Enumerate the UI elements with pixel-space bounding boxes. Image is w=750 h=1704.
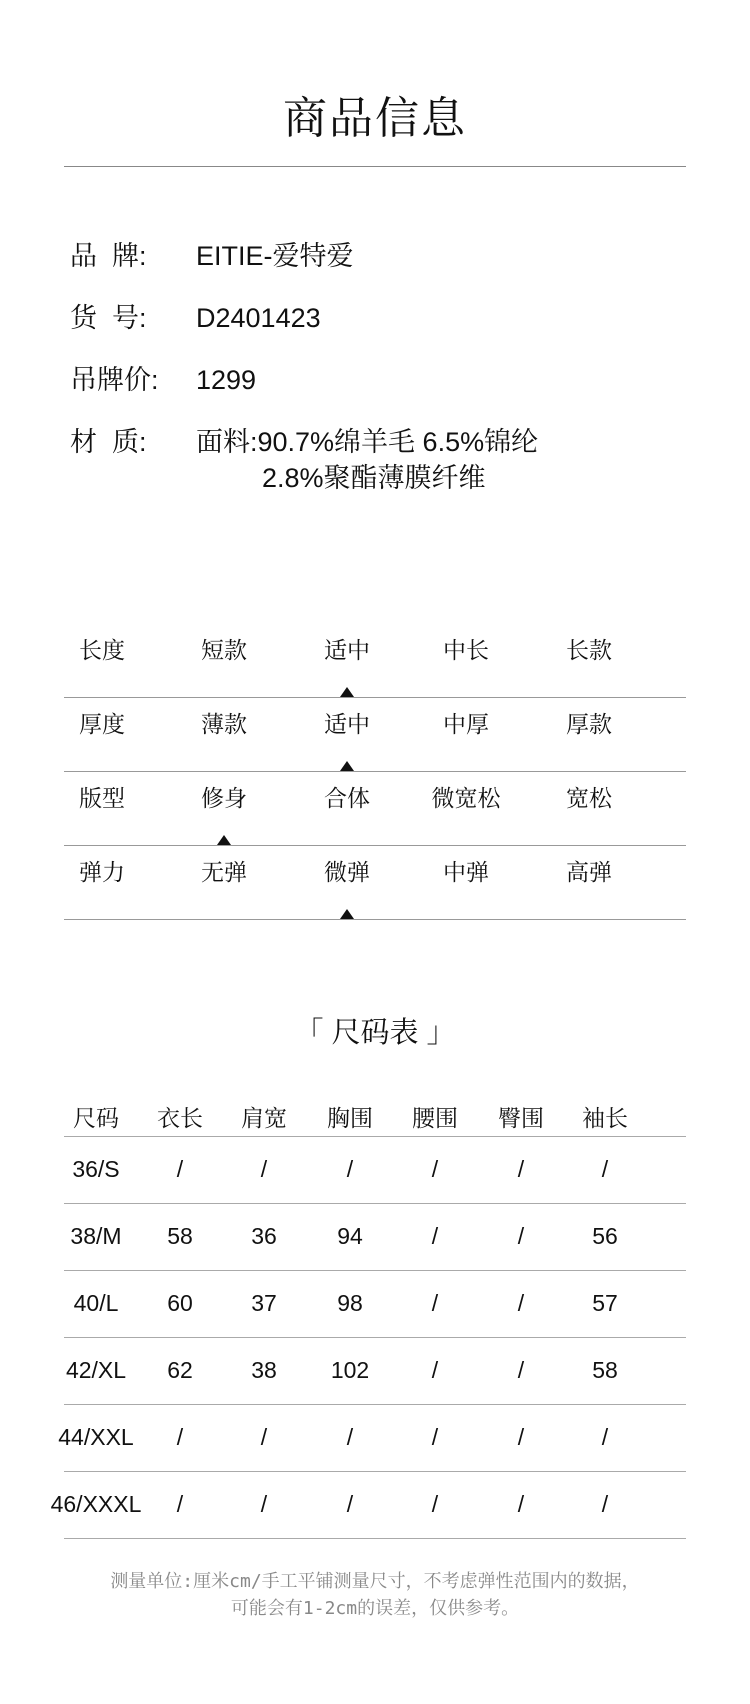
table-cell: 46/XXXL xyxy=(50,1491,142,1517)
table-cell: 60 xyxy=(167,1290,193,1316)
attribute-option: 无弹 xyxy=(201,859,247,885)
attribute-name: 版型 xyxy=(79,785,125,811)
table-cell: / xyxy=(346,1491,354,1517)
table-cell: / xyxy=(517,1424,525,1450)
table-cell: 58 xyxy=(167,1223,193,1249)
attribute-option: 中长 xyxy=(443,637,489,663)
selected-marker-icon xyxy=(340,761,354,771)
tag-price-label: 吊牌价: xyxy=(70,365,159,395)
table-cell: 40/L xyxy=(73,1290,119,1316)
column-header: 肩宽 xyxy=(241,1105,287,1131)
table-cell: / xyxy=(431,1223,439,1249)
table-cell: / xyxy=(431,1156,439,1182)
table-row xyxy=(50,1471,686,1539)
table-cell: / xyxy=(431,1424,439,1450)
tag-price-value: 1299 xyxy=(196,365,257,395)
product-info xyxy=(70,238,690,522)
attribute-option: 厚款 xyxy=(566,711,612,737)
table-row xyxy=(64,1136,686,1203)
table-cell: / xyxy=(176,1491,184,1517)
table-row xyxy=(64,1203,686,1270)
selected-marker-icon xyxy=(340,909,354,919)
table-cell: 58 xyxy=(592,1357,618,1383)
table-row xyxy=(64,1337,686,1404)
column-header: 尺码 xyxy=(73,1105,119,1131)
table-cell: 102 xyxy=(330,1357,370,1383)
note-line-2: 可能会有1-2cm的误差，仅供参考。 xyxy=(230,1598,520,1619)
info-row-tag-price xyxy=(70,362,690,398)
table-cell: 44/XXL xyxy=(58,1424,134,1450)
table-cell: 42/XL xyxy=(65,1357,127,1383)
column-header: 胸围 xyxy=(327,1105,373,1131)
table-cell: / xyxy=(601,1156,609,1182)
note-line-1: 测量单位:厘米cm/手工平铺测量尺寸，不考虑弹性范围内的数据， xyxy=(110,1571,640,1592)
table-cell: / xyxy=(601,1424,609,1450)
attribute-option: 短款 xyxy=(201,637,247,663)
table-cell: / xyxy=(176,1156,184,1182)
table-cell: / xyxy=(517,1223,525,1249)
item-number-value: D2401423 xyxy=(196,303,321,333)
table-cell: / xyxy=(517,1156,525,1182)
size-chart-title: 「 尺码表 」 xyxy=(294,1017,456,1049)
attribute-row xyxy=(64,773,686,846)
attribute-option: 适中 xyxy=(324,637,370,663)
attribute-option: 长款 xyxy=(566,637,612,663)
selected-marker-icon xyxy=(217,835,231,845)
table-cell: / xyxy=(517,1357,525,1383)
column-header: 臀围 xyxy=(498,1105,544,1131)
info-row-brand xyxy=(70,238,690,274)
table-cell: 37 xyxy=(251,1290,277,1316)
column-header: 腰围 xyxy=(412,1105,458,1131)
table-cell: / xyxy=(517,1290,525,1316)
table-row xyxy=(64,1270,686,1337)
attribute-option: 中弹 xyxy=(443,859,489,885)
selected-marker-icon xyxy=(340,687,354,697)
table-cell: 57 xyxy=(592,1290,618,1316)
title-divider xyxy=(64,166,686,167)
table-cell: / xyxy=(260,1156,268,1182)
attribute-row xyxy=(64,699,686,772)
table-cell: / xyxy=(431,1491,439,1517)
size-chart-header xyxy=(64,1098,686,1136)
brand-label: 品 牌: xyxy=(70,241,147,271)
attribute-row xyxy=(64,625,686,698)
table-cell: / xyxy=(431,1357,439,1383)
attribute-name: 厚度 xyxy=(79,711,125,737)
attribute-option: 高弹 xyxy=(566,859,612,885)
brand-value: EITIE-爱特爱 xyxy=(196,241,354,271)
table-cell: / xyxy=(346,1424,354,1450)
table-cell: 38 xyxy=(251,1357,277,1383)
column-header: 衣长 xyxy=(157,1105,203,1131)
attribute-scales xyxy=(64,625,686,921)
table-cell: / xyxy=(176,1424,184,1450)
attribute-name: 弹力 xyxy=(79,859,125,885)
attribute-option: 中厚 xyxy=(443,711,489,737)
info-row-item-number xyxy=(70,300,690,336)
attribute-option: 适中 xyxy=(324,711,370,737)
material-value-line1: 面料:90.7%绵羊毛 6.5%锦纶 xyxy=(196,427,539,457)
attribute-option: 微弹 xyxy=(324,859,370,885)
table-cell: / xyxy=(346,1156,354,1182)
table-cell: 62 xyxy=(167,1357,193,1383)
material-label: 材 质: xyxy=(70,427,147,457)
table-cell: 94 xyxy=(337,1223,363,1249)
table-cell: / xyxy=(517,1491,525,1517)
table-cell: / xyxy=(260,1491,268,1517)
measurement-note xyxy=(0,1568,750,1622)
size-chart-table xyxy=(50,1098,686,1539)
material-value xyxy=(196,424,690,496)
column-header: 袖长 xyxy=(582,1105,628,1131)
material-value-line2: 2.8%聚酯薄膜纤维 xyxy=(262,463,486,493)
table-cell: / xyxy=(260,1424,268,1450)
attribute-row xyxy=(64,847,686,920)
attribute-option: 修身 xyxy=(201,785,247,811)
table-cell: / xyxy=(601,1491,609,1517)
page-title: 商品信息 xyxy=(283,94,467,143)
table-row xyxy=(58,1404,686,1471)
attribute-option: 宽松 xyxy=(566,785,612,811)
table-cell: 56 xyxy=(592,1223,618,1249)
table-cell: 36/S xyxy=(72,1156,120,1182)
attribute-option: 薄款 xyxy=(201,711,247,737)
info-row-material xyxy=(70,424,690,496)
table-cell: 36 xyxy=(251,1223,277,1249)
attribute-name: 长度 xyxy=(79,637,125,663)
table-cell: / xyxy=(431,1290,439,1316)
table-cell: 98 xyxy=(337,1290,363,1316)
attribute-option: 微宽松 xyxy=(431,785,501,811)
table-cell: 38/M xyxy=(70,1223,122,1249)
attribute-option: 合体 xyxy=(324,785,370,811)
item-number-label: 货 号: xyxy=(70,303,147,333)
